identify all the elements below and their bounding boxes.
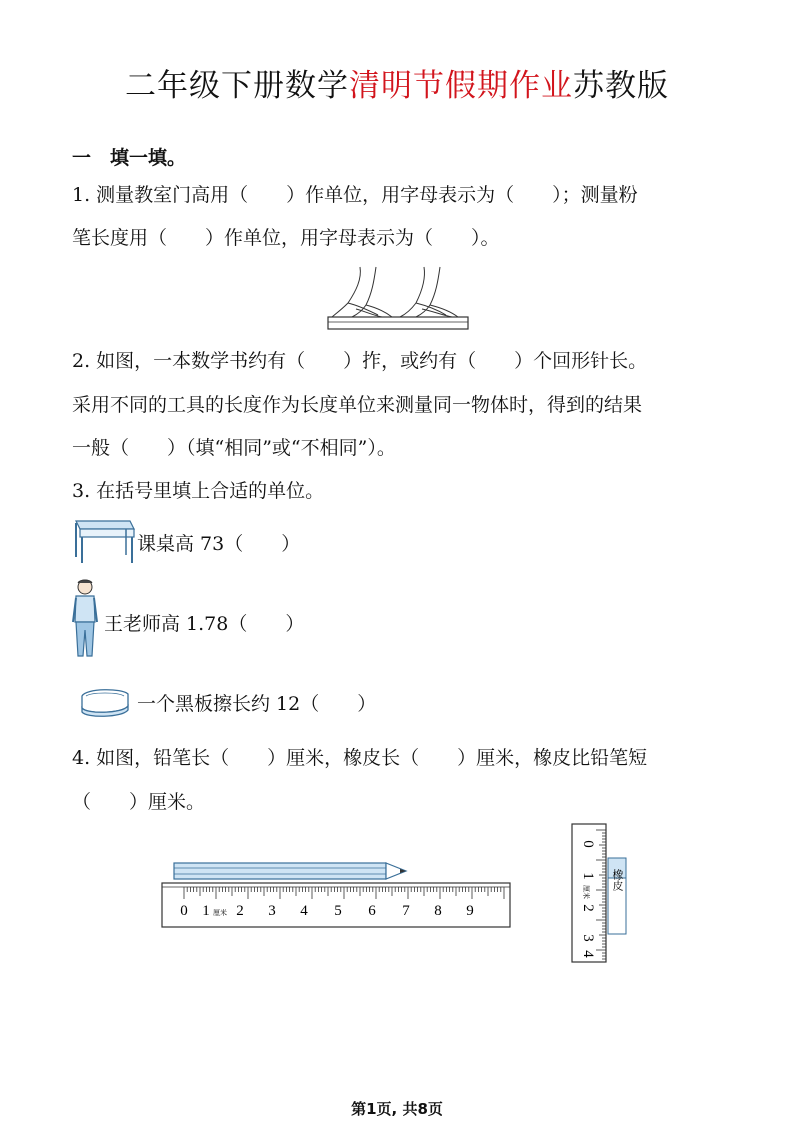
q3-item-eraser: 一个黑板擦长约 12（ ） (137, 693, 377, 715)
section-heading: 一 填一填。 (72, 147, 187, 169)
ruler-h-num-0: 0 (180, 903, 188, 919)
q3-stem: 3. 在括号里填上合适的单位。 (72, 480, 325, 502)
q2-line-1: 2. 如图，一本数学书约有（ ）拃，或约有（ ）个回形针长。 (72, 350, 648, 372)
ruler-h-num-1: 1 (202, 903, 210, 919)
ruler-h-num-3: 3 (268, 903, 276, 919)
eraser-ruler-figure (568, 820, 630, 966)
pencil-body-icon (174, 863, 386, 879)
ruler-v-unit: 厘米 (582, 885, 590, 899)
ruler-h-num-8: 8 (434, 903, 442, 919)
hands-measuring-icon (326, 265, 470, 333)
page-title (0, 60, 794, 105)
pencil-ruler-figure (158, 855, 514, 935)
q1-line-2: 笔长度用（ ）作单位，用字母表示为（ ）。 (72, 227, 500, 249)
ruler-h-num-6: 6 (368, 903, 376, 919)
title-part-2: 清明节假期作业 (349, 68, 573, 104)
ruler-v-num-2: 2 (580, 904, 596, 912)
q2-line-3: 一般（ ）（填“相同”或“不相同”）。 (72, 437, 396, 459)
title-part-3: 苏教版 (573, 68, 669, 104)
ruler-h-num-7: 7 (402, 903, 410, 919)
ruler-v-num-1: 1 (580, 872, 596, 880)
ruler-h-num-9: 9 (466, 903, 474, 919)
ruler-h-num-5: 5 (334, 903, 342, 919)
desk-icon (72, 513, 136, 565)
teacher-icon (70, 578, 100, 660)
q4-line-1: 4. 如图，铅笔长（ ）厘米，橡皮长（ ）厘米，橡皮比铅笔短 (72, 747, 648, 769)
page-footer: 第1页, 共8页 (351, 1100, 443, 1118)
q1-line-1: 1. 测量教室门高用（ ）作单位，用字母表示为（ ）；测量粉 (72, 184, 638, 206)
ruler-h-num-2: 2 (236, 903, 244, 919)
ruler-v-num-4: 4 (580, 950, 596, 958)
ruler-v-num-3: 3 (580, 934, 596, 942)
eraser-label: 橡皮 (611, 869, 623, 891)
title-part-1: 二年级下册数学 (125, 68, 349, 104)
q3-item-desk: 课桌高 73（ ） (137, 533, 301, 555)
q2-line-2: 采用不同的工具的长度作为长度单位来测量同一物体时，得到的结果 (72, 394, 643, 416)
ruler-h-num-4: 4 (300, 903, 308, 919)
ruler-v-num-0: 0 (580, 840, 596, 848)
ruler-h-unit: 厘米 (213, 909, 227, 917)
blackboard-eraser-icon (76, 684, 132, 720)
q3-item-teacher: 王老师高 1.78（ ） (104, 613, 305, 635)
q4-line-2: （ ）厘米。 (72, 791, 206, 813)
